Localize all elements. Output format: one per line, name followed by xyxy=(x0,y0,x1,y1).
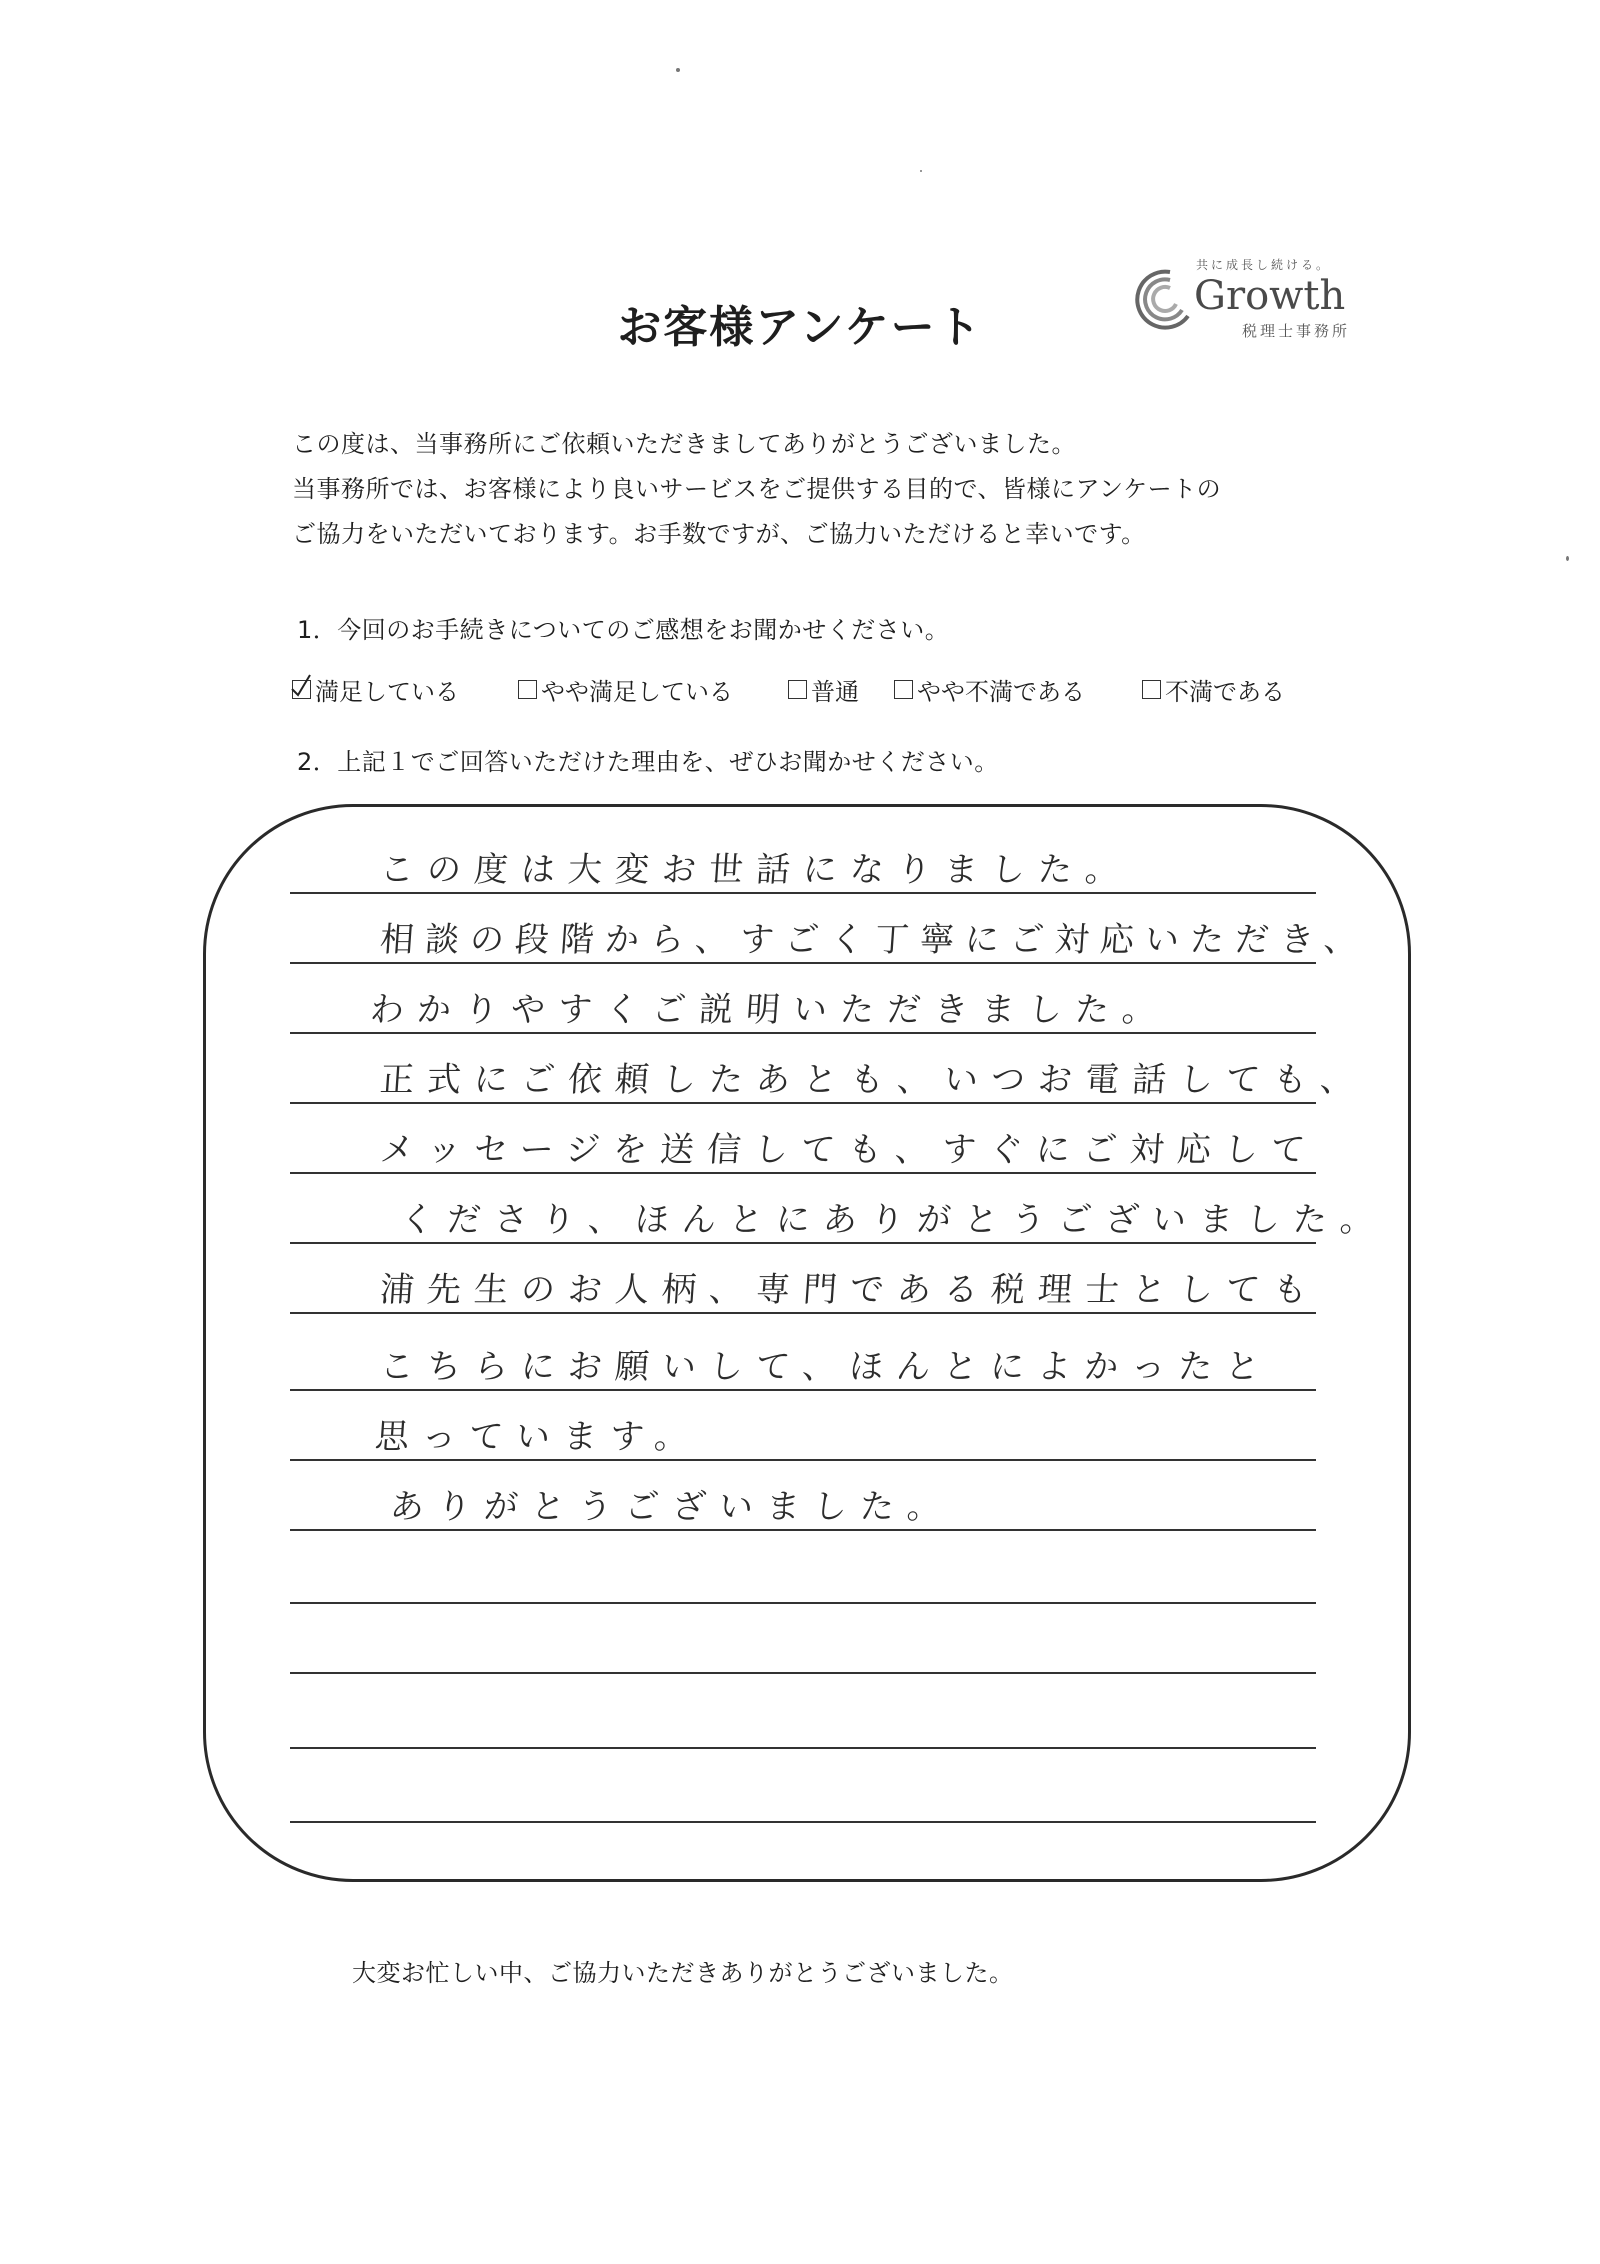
scan-speck xyxy=(1566,556,1569,561)
handwritten-line: この度は大変お世話になりました。 xyxy=(378,850,1134,890)
page-title: お客様アンケート xyxy=(617,302,983,353)
handwritten-line: ありがとうございました。 xyxy=(388,1487,956,1527)
option-label: 不満である xyxy=(1165,678,1285,706)
handwritten-line: わかりやすくご説明いただきました。 xyxy=(368,990,1171,1030)
handwritten-line: 相談の段階から、すごく丁寧にご対応いただき、 xyxy=(378,920,1371,960)
question-2: 2．上記１でご回答いただけた理由を、ぜひお聞かせください。 xyxy=(297,748,999,776)
scan-speck xyxy=(920,170,922,172)
option-label: やや満足している xyxy=(541,678,733,706)
handwritten-line: 思っています。 xyxy=(373,1417,703,1457)
logo-name: Growth xyxy=(1194,273,1346,319)
scan-speck xyxy=(676,68,680,72)
closing-message: 大変お忙しい中、ご協力いただきありがとうございました。 xyxy=(352,1959,1014,1987)
option-label: 普通 xyxy=(811,678,859,706)
intro-line: この度は、当事務所にご依頼いただきましてありがとうございました。 xyxy=(292,430,1076,458)
logo-subtitle: 税理士事務所 xyxy=(1242,322,1351,340)
intro-line: 当事務所では、お客様により良いサービスをご提供する目的で、皆様にアンケートの xyxy=(292,475,1222,503)
logo-tagline: 共に成長し続ける。 xyxy=(1196,258,1332,272)
handwritten-line: 浦先生のお人柄、専門である税理士としても xyxy=(378,1270,1322,1310)
handwritten-line: くださり、ほんとにありがとうございました。 xyxy=(398,1200,1389,1240)
handwritten-line: こちらにお願いして、ほんとによかったと xyxy=(378,1347,1274,1387)
handwritten-line: メッセージを送信しても、すぐにご対応して xyxy=(378,1130,1320,1170)
handwritten-line: 正式にご依頼したあとも、いつお電話しても、 xyxy=(378,1060,1369,1100)
option-label: 満足している xyxy=(315,678,459,706)
intro-line: ご協力をいただいております。お手数ですが、ご協力いただけると幸いです。 xyxy=(292,520,1146,548)
option-label: やや不満である xyxy=(917,678,1085,706)
question-1: 1．今回のお手続きについてのご感想をお聞かせください。 xyxy=(297,616,950,644)
